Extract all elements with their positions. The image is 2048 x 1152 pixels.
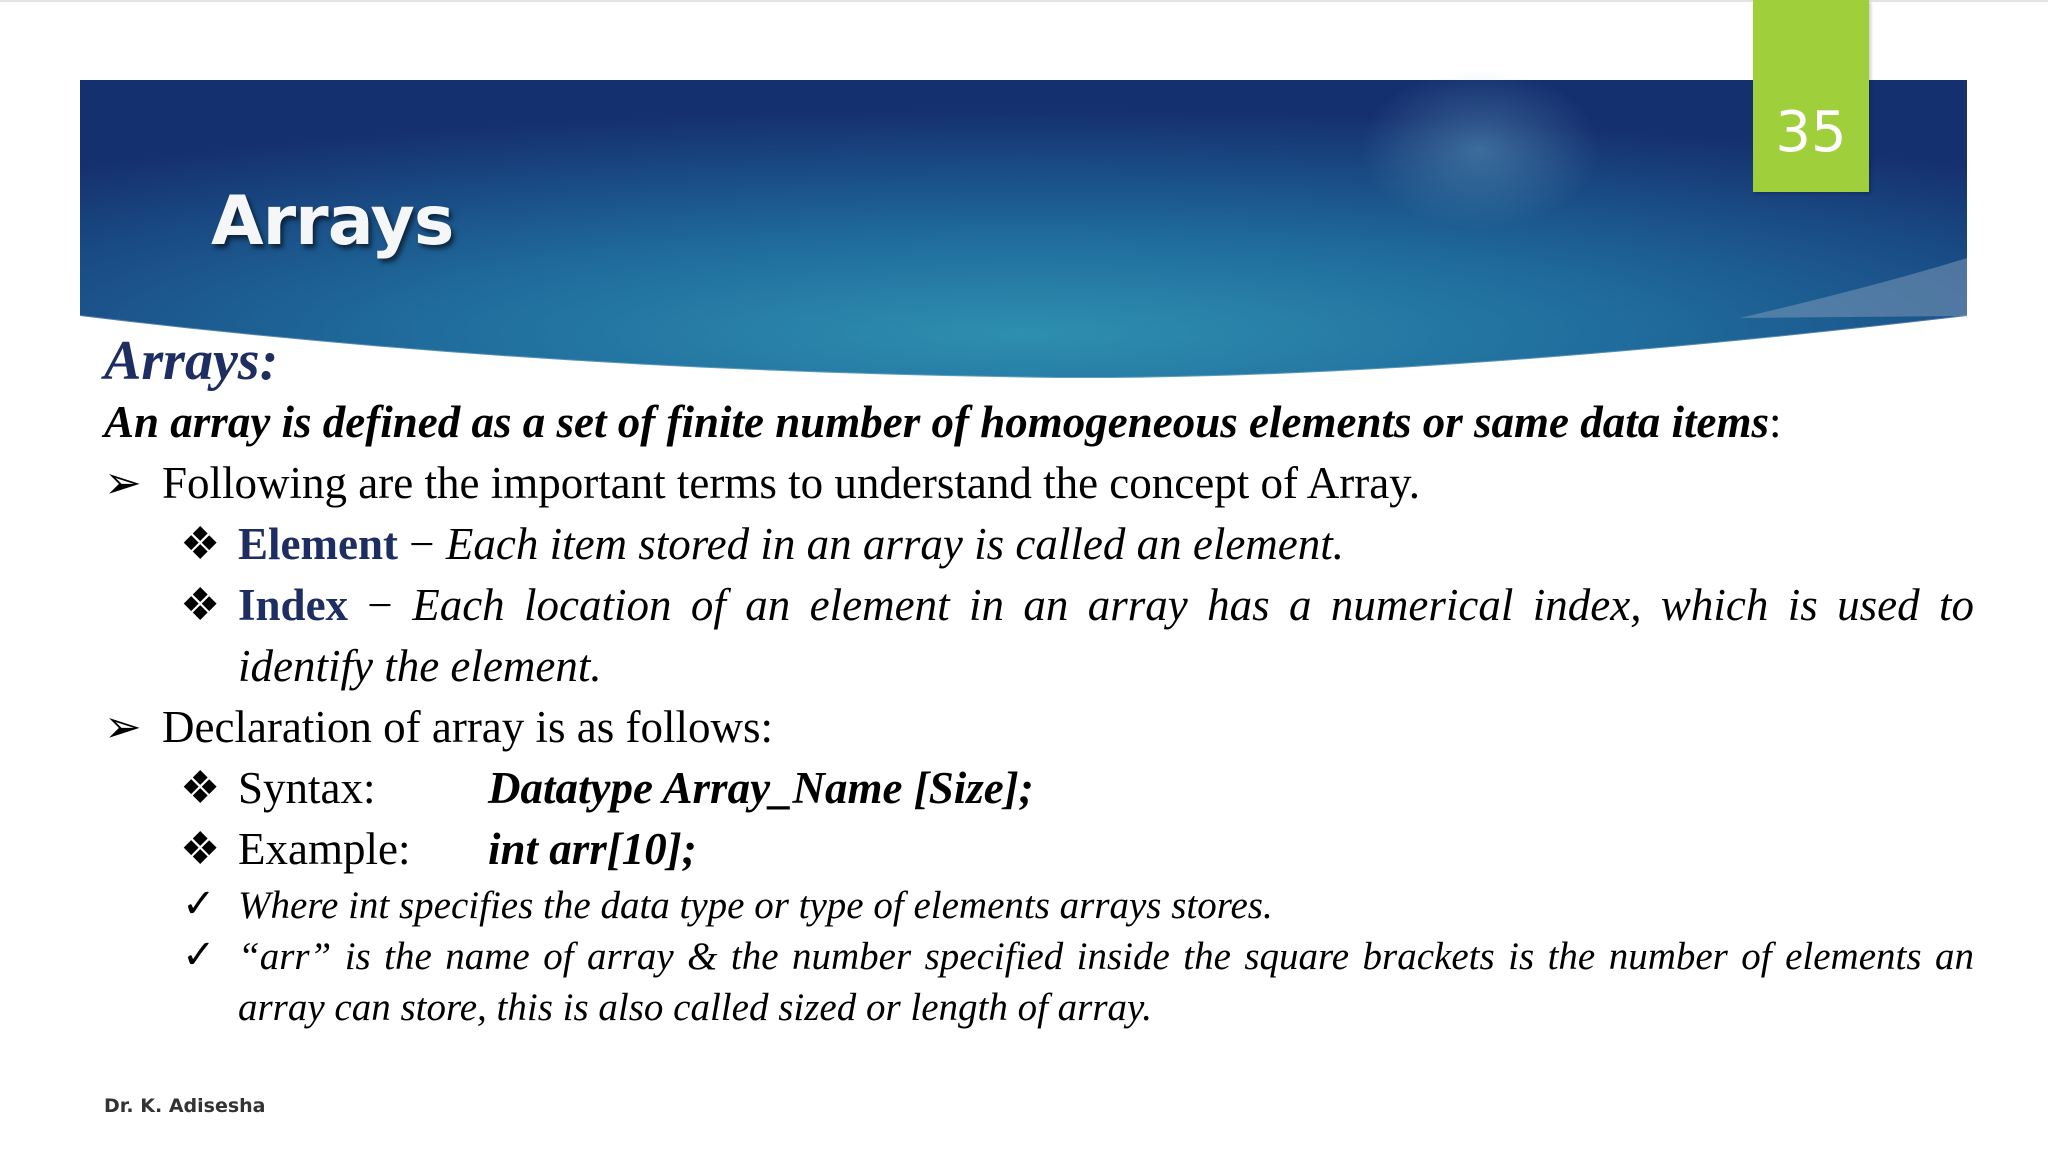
note-item [104, 931, 1974, 1033]
page-number-badge [1753, 0, 1869, 192]
definition-body: An array is defined as a set of finite number of homogeneous elements or same data items [104, 397, 1770, 447]
note-text: Where int specifies the data type or type of elements arrays stores. [238, 884, 1273, 927]
arrow-bullet-icon: ➢ [104, 702, 142, 752]
syntax-label: Syntax: [238, 763, 376, 813]
diamond-bullet-icon: ❖ [180, 580, 221, 630]
term-description: Each item stored in an array is called an element. [445, 519, 1345, 569]
note-text: “arr” is the name of array & the number specified inside the square brackets is the number of elements an array can store, this is also called sized or length of array. [238, 935, 1974, 1029]
term-description: Each location of an element in an array has a numerical index, which is used to identify the element. [238, 580, 1974, 691]
bullet-terms [104, 453, 1974, 514]
example-line [104, 819, 1974, 880]
bullet-declaration [104, 697, 1974, 758]
check-icon: ✓ [182, 881, 216, 926]
term-separator: − [397, 519, 446, 569]
author-footer: Dr. K. Adisesha [104, 1095, 266, 1117]
term-name: Element [238, 519, 398, 569]
diamond-bullet-icon: ❖ [180, 519, 221, 569]
note-item [104, 880, 1974, 931]
bullet-text: Following are the important terms to understand the concept of Array. [162, 458, 1421, 508]
syntax-code: Datatype Array_Name [Size]; [488, 763, 1034, 813]
page-number: 35 [1775, 100, 1847, 165]
check-icon: ✓ [182, 932, 216, 977]
slide-title: Arrays [211, 182, 454, 261]
arrow-bullet-icon: ➢ [104, 458, 142, 508]
term-element [104, 514, 1974, 575]
definition-text [104, 392, 1974, 453]
example-code: int arr[10]; [488, 824, 697, 874]
diamond-bullet-icon: ❖ [180, 763, 221, 813]
diamond-bullet-icon: ❖ [180, 824, 221, 874]
section-heading: Arrays: [104, 330, 279, 392]
term-name: Index [238, 580, 349, 630]
bullet-text: Declaration of array is as follows: [162, 702, 774, 752]
term-index [104, 575, 1974, 697]
term-separator: − [348, 580, 413, 630]
definition-tail: : [1769, 397, 1782, 447]
slide-content [104, 330, 1974, 1033]
syntax-line [104, 758, 1974, 819]
example-label: Example: [238, 824, 411, 874]
